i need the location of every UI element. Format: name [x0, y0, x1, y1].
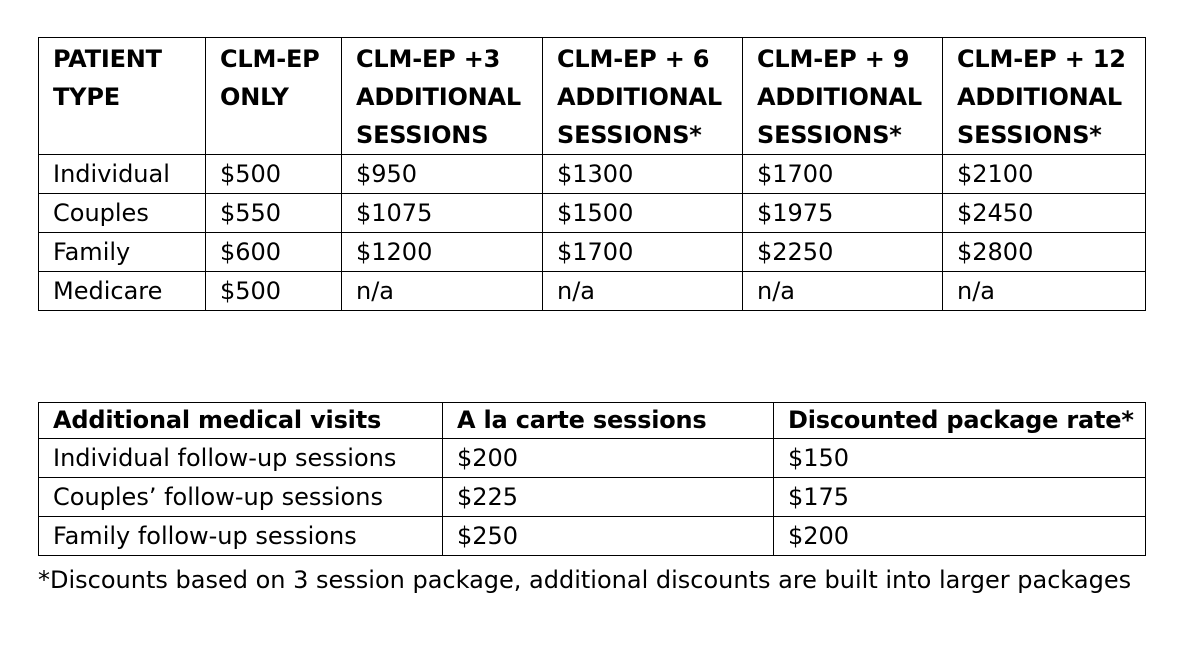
table-row [39, 272, 1146, 311]
price-cell: $1500 [543, 194, 743, 233]
price-cell: $2250 [743, 233, 943, 272]
pricing-header-row [39, 38, 1146, 155]
patient-type-cell: Family [39, 233, 206, 272]
patient-type-cell: Medicare [39, 272, 206, 311]
table-row [39, 478, 1146, 517]
price-cell: $225 [443, 478, 774, 517]
price-cell: $600 [206, 233, 342, 272]
price-cell: $200 [443, 439, 774, 478]
price-cell: $200 [774, 517, 1146, 556]
header-discounted-package-rate: Discounted package rate* [774, 403, 1146, 439]
price-cell: $2100 [943, 155, 1146, 194]
price-cell: $950 [342, 155, 543, 194]
header-clm-ep-plus-6: CLM-EP + 6 ADDITIONAL SESSIONS* [543, 38, 743, 155]
price-cell: n/a [943, 272, 1146, 311]
patient-type-cell: Individual [39, 155, 206, 194]
price-cell: $250 [443, 517, 774, 556]
table-row [39, 194, 1146, 233]
price-cell: $2800 [943, 233, 1146, 272]
header-clm-ep-plus-9: CLM-EP + 9 ADDITIONAL SESSIONS* [743, 38, 943, 155]
price-cell: $150 [774, 439, 1146, 478]
price-cell: $1075 [342, 194, 543, 233]
table-row [39, 517, 1146, 556]
price-cell: $1300 [543, 155, 743, 194]
price-cell: $1200 [342, 233, 543, 272]
table-row [39, 439, 1146, 478]
price-cell: n/a [743, 272, 943, 311]
discount-footnote: *Discounts based on 3 session package, additional discounts are built into larger packages [38, 566, 1132, 594]
price-cell: n/a [543, 272, 743, 311]
price-cell: $500 [206, 272, 342, 311]
visit-type-cell: Couples’ follow-up sessions [39, 478, 443, 517]
visit-type-cell: Individual follow-up sessions [39, 439, 443, 478]
price-cell: n/a [342, 272, 543, 311]
pricing-table [38, 37, 1146, 311]
table-row [39, 233, 1146, 272]
price-cell: $1700 [543, 233, 743, 272]
price-cell: $175 [774, 478, 1146, 517]
header-clm-ep-plus-12: CLM-EP + 12 ADDITIONAL SESSIONS* [943, 38, 1146, 155]
table-row [39, 155, 1146, 194]
header-clm-ep-only: CLM-EP ONLY [206, 38, 342, 155]
visit-type-cell: Family follow-up sessions [39, 517, 443, 556]
header-a-la-carte-sessions: A la carte sessions [443, 403, 774, 439]
header-patient-type: PATIENT TYPE [39, 38, 206, 155]
price-cell: $500 [206, 155, 342, 194]
patient-type-cell: Couples [39, 194, 206, 233]
price-cell: $1700 [743, 155, 943, 194]
header-additional-medical-visits: Additional medical visits [39, 403, 443, 439]
header-clm-ep-plus-3: CLM-EP +3 ADDITIONAL SESSIONS [342, 38, 543, 155]
price-cell: $1975 [743, 194, 943, 233]
price-cell: $2450 [943, 194, 1146, 233]
additional-visits-table [38, 402, 1146, 556]
visits-header-row [39, 403, 1146, 439]
price-cell: $550 [206, 194, 342, 233]
